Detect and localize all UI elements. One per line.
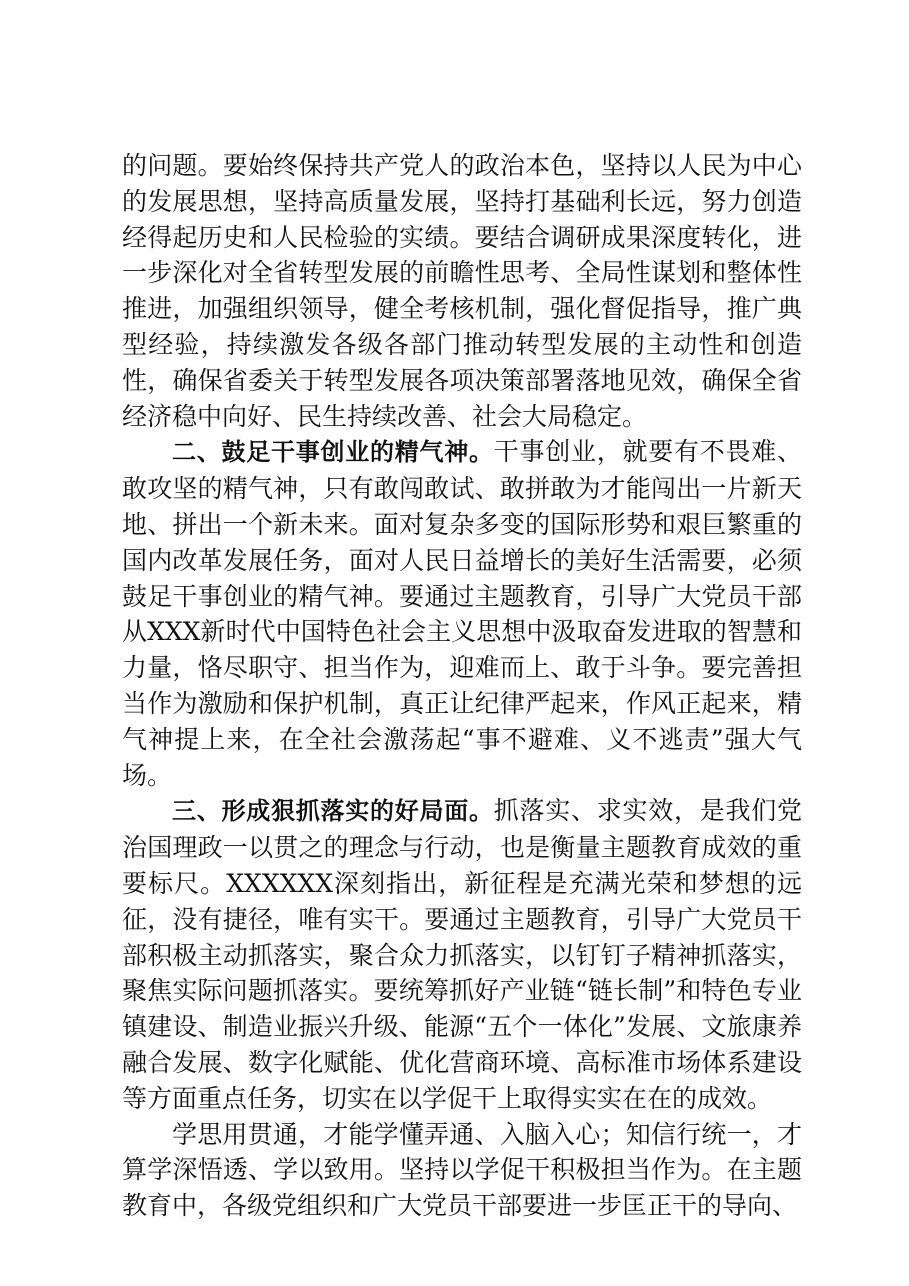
section-two-heading: 二、鼓足干事创业的精气神。 xyxy=(172,438,494,467)
section-two-body: 干事创业，就要有不畏难、敢攻坚的精气神，只有敢闯敢试、敢拼敢为才能闯出一片新天地、拼出一个新未来。面对复杂多变的国际形势和艰巨繁重的国内改革发展任务，面对人民日益增长的美好生活需要，必须鼓足干事创业的精气神。要通过主题教育，引导广大党员干部从XXX新时代中国特色社会主义思想中汲取奋发进取的智慧和力量，恪尽职守、担当作为，迎难而上、敢于斗争。要完善担当作为激励和保护机制，真正让纪律严起来，作风正起来，精气神提上来，在全社会激荡起“事不避难、义不逃责”强大气场。 xyxy=(122,437,802,790)
section-three-heading: 三、形成狠抓落实的好局面。 xyxy=(172,797,494,826)
paragraph-continuation: 的问题。要始终保持共产党人的政治本色，坚持以人民为中心的发展思想，坚持高质量发展，坚持打基础利长远，努力创造经得起历史和人民检验的实绩。要结合调研成果深度转化，进一步深化对全省转型发展的前瞻性思考、全局性谋划和整体性推进，加强组织领导，健全考核机制，强化督促指导，推广典型经验，持续激发各级各部门推动转型发展的主动性和创造性，确保省委关于转型发展各项决策部署落地见效，确保全省经济稳中向好、民生持续改善、社会大局稳定。 xyxy=(122,151,802,431)
document-body xyxy=(122,148,802,1224)
paragraph-section-two xyxy=(122,434,802,793)
section-three-body: 抓落实、求实效，是我们党治国理政一以贯之的理念与行动，也是衡量主题教育成效的重要标尺。XXXXXX深刻指出，新征程是充满光荣和梦想的远征，没有捷径，唯有实干。要通过主题教育，引导广大党员干部积极主动抓落实，聚合众力抓落实，以钉钉子精神抓落实，聚焦实际问题抓落实。要统筹抓好产业链“链长制”和特色专业镇建设、制造业振兴升级、能源“五个一体化”发展、文旅康养融合发展、数字化赋能、优化营商环境、高标准市场体系建设等方面重点任务，切实在以学促干上取得实实在在的成效。 xyxy=(122,796,802,1113)
paragraph-closing: 学思用贯通，才能学懂弄通、入脑入心；知信行统一，才算学深悟透、学以致用。坚持以学促干积极担当作为。在主题教育中，各级党组织和广大党员干部要进一步匡正干的导向、 xyxy=(122,1119,802,1221)
paragraph-section-three xyxy=(122,793,802,1116)
